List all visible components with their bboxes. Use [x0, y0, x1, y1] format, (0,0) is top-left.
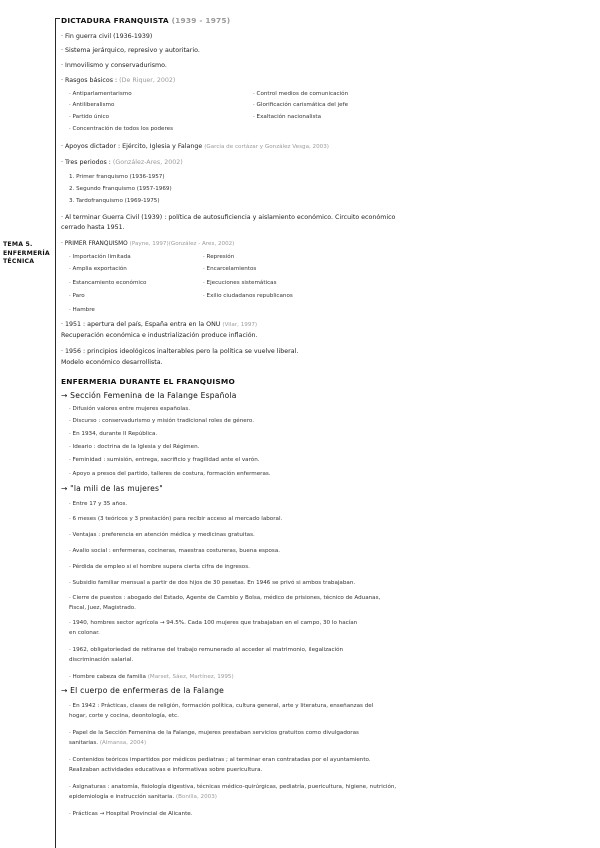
note-sistema: · Sistema jerárquico, represivo y autoritario.: [61, 47, 200, 54]
primer-right-item: · Represión: [203, 254, 235, 260]
apoyos-cite: (García de cortázar y González Vesga, 2003): [204, 144, 329, 150]
mili-item: · Ventajas : preferencia en atención médica y medicinas gratuitas.: [69, 532, 255, 538]
seccion-item: · Ideario : doctrina de la Iglesia y del Régimen.: [69, 444, 200, 450]
heading-enfermeria: ENFERMERIA DURANTE EL FRANQUISMO: [61, 377, 235, 386]
seccion-item: · Apoyo a presos del partido, talleres de costura, formación enfermeras.: [69, 471, 271, 477]
principios-line-1: · 1956 : principios ideológicos inalterables pero la política se vuelve liberal.: [61, 348, 299, 355]
en-1942-line-2: hogar, corte y cocina, deontología, etc.: [69, 713, 179, 719]
contenidos-line-2: Realizaban actividades educativas e informativas sobre puericultura.: [69, 767, 263, 773]
periodos-label: · Tres periodos :: [61, 159, 111, 166]
heading-cuerpo-enfermeras: → El cuerpo de enfermeras de la Falange: [61, 686, 224, 695]
section-label: [3, 241, 53, 267]
primer-left-item: · Paro: [69, 293, 85, 299]
papel-line-1: · Papel de la Sección Femenina de la Falange, mujeres prestaban servicios gratuitos como divulgadoras: [69, 730, 359, 736]
primer-cite: (Payne, 1997)(González - Ares, 2002): [129, 241, 235, 247]
hombre-cabeza-text: · Hombre cabeza de familia: [69, 674, 146, 680]
seccion-item: · En 1934, durante II República.: [69, 431, 158, 437]
margin-tick: [55, 18, 60, 19]
periodo-item: 2. Segundo Franquismo (1957-1969): [69, 186, 172, 192]
hombre-cabeza-cite: (Marset, Sáez, Martínez, 1995): [147, 674, 234, 680]
rasgos-left-item: · Partido único: [69, 114, 110, 120]
obligatoriedad-1962-line-1: · 1962, obligatoriedad de retirarse del trabajo remunerado al acceder al matrimonio, ilegalización: [69, 647, 344, 653]
en-1942-line-1: · En 1942 : Prácticas, clases de religión, formación política, cultura general, arte y literatura, enseñanzas del: [69, 703, 374, 709]
asignaturas-text: epidemiología e instrucción sanitaria.: [69, 794, 175, 800]
primer-left-item: · Amplia exportación: [69, 266, 127, 272]
contenidos-line-1: · Contenidos teóricos impartidos por médicos pediatras ; al terminar eran contratadas por el ayuntamiento.: [69, 757, 371, 763]
rasgos-left-item: · Concentración de todos los poderes: [69, 126, 174, 132]
rasgos-heading: [61, 77, 175, 85]
primer-left-item: · Importación limitada: [69, 254, 131, 260]
hombre-cabeza-line: [69, 673, 234, 681]
note-guerra: · Fin guerra civil (1936-1939): [61, 33, 153, 40]
primer-heading: [61, 240, 234, 248]
apoyos-text: Ejército, Iglesia y Falange: [122, 143, 203, 150]
heading-mili: → "la mili de las mujeres": [61, 484, 163, 493]
primer-left-item: · Hambre: [69, 307, 95, 313]
asignaturas-cite: (Bonilla, 2003): [175, 794, 217, 800]
papel-cite: (Almansa, 2004): [99, 740, 147, 746]
mili-item: · Pérdida de empleo si el hombre supera cierta cifra de ingresos.: [69, 564, 250, 570]
heading-dates: (1939 - 1975): [171, 16, 231, 25]
periodo-item: 1. Primer franquismo (1936-1957): [69, 174, 165, 180]
cierre-line-1: · Cierre de puestos : abogado del Estado, Agente de Cambio y Bolsa, médico de prisiones, técnico de Aduanas,: [69, 595, 381, 601]
heading-title: DICTADURA FRANQUISTA: [61, 16, 169, 25]
periodos-heading: [61, 159, 183, 167]
practicas-line: · Prácticas → Hospital Provincial de Alicante.: [69, 811, 193, 817]
primer-label: · PRIMER FRANQUISMO: [61, 241, 128, 247]
mili-item: · Entre 17 y 35 años.: [69, 501, 128, 507]
hombres-1940-line-2: en colonar.: [69, 630, 100, 636]
primer-left-item: · Estancamiento económico: [69, 280, 147, 286]
apoyos-label: · Apoyos dictador :: [61, 143, 121, 150]
principios-line-2: Modelo económico desarrollista.: [61, 359, 163, 366]
rasgos-label: · Rasgos básicos :: [61, 77, 118, 84]
rasgos-right-item: · Control medios de comunicación: [253, 91, 349, 97]
terminar-line-2: cerrado hasta 1951.: [61, 224, 125, 231]
papel-line-2: [69, 739, 146, 747]
apertura-line-1: [61, 321, 257, 329]
mili-item: · Avalio social : enfermeras, cocineras, maestras costureras, buena esposa.: [69, 548, 281, 554]
apertura-text: · 1951 : apertura del país, España entra en la ONU: [61, 321, 221, 328]
apoyos-line: [61, 143, 329, 151]
papel-text: sanitarias.: [69, 740, 99, 746]
rasgos-left-item: · Antiparlamentarismo: [69, 91, 132, 97]
obligatoriedad-1962-line-2: discriminación salarial.: [69, 657, 134, 663]
seccion-item: · Discurso : conservadurismo y misión tradicional roles de género.: [69, 418, 254, 424]
mili-item: · 6 meses (3 teóricos y 3 prestación) para recibir acceso al mercado laboral.: [69, 516, 283, 522]
margin-divider-line: [55, 18, 56, 848]
rasgos-right-item: · Glorificación carismática del jefe: [253, 102, 349, 108]
section-label-line2: ENFERMERÍA: [3, 249, 50, 257]
terminar-line-1: · Al terminar Guerra Civil (1939) : política de autosuficiencia y aislamiento económico. Circuito económico: [61, 214, 396, 221]
seccion-item: · Feminidad : sumisión, entrega, sacrificio y fragilidad ante el varón.: [69, 457, 260, 463]
note-inmovilismo: · Inmovilismo y conservadurismo.: [61, 62, 167, 69]
periodo-item: 3. Tardofranquismo (1969-1975): [69, 198, 160, 204]
apertura-line-2: Recuperación económica e industrialización produce inflación.: [61, 332, 258, 339]
periodos-cite: (González-Ares, 2002): [112, 159, 183, 166]
mili-item: · Subsidio familiar mensual a partir de dos hijos de 30 pesetas. En 1946 se privó si ambos trabajaban.: [69, 580, 356, 586]
heading-seccion-femenina: → Sección Femenina de la Falange Española: [61, 391, 237, 400]
primer-right-item: · Encarcelamientos: [203, 266, 257, 272]
apertura-cite: (Vilar, 1997): [222, 322, 258, 328]
rasgos-right-item: · Exaltación nacionalista: [253, 114, 322, 120]
cierre-line-2: Fiscal, Juez, Magistrado.: [69, 605, 136, 611]
asignaturas-line-1: · Asignaturas : anatomía, fisiología digestiva, técnicas médico-quirúrgicas, pediatría, puericultura, higiene, nutrición,: [69, 784, 397, 790]
rasgos-left-item: · Antiliberalismo: [69, 102, 115, 108]
asignaturas-line-2: [69, 793, 217, 801]
section-label-line1: TEMA 5.: [3, 241, 33, 248]
section-label-line3: TÉCNICA: [3, 258, 35, 266]
hombres-1940-line-1: · 1940, hombres sector agrícola → 94.5%. Cada 100 mujeres que trabajaban en el campo, 30 lo hacían: [69, 620, 358, 626]
seccion-item: · Difusión valores entre mujeres españolas.: [69, 406, 191, 412]
primer-right-item: · Exilio ciudadanos republicanos: [203, 293, 293, 299]
primer-right-item: · Ejecuciones sistemáticas: [203, 280, 277, 286]
heading-dictadura: [61, 17, 230, 25]
rasgos-cite: (De Riquer, 2002): [119, 77, 176, 84]
